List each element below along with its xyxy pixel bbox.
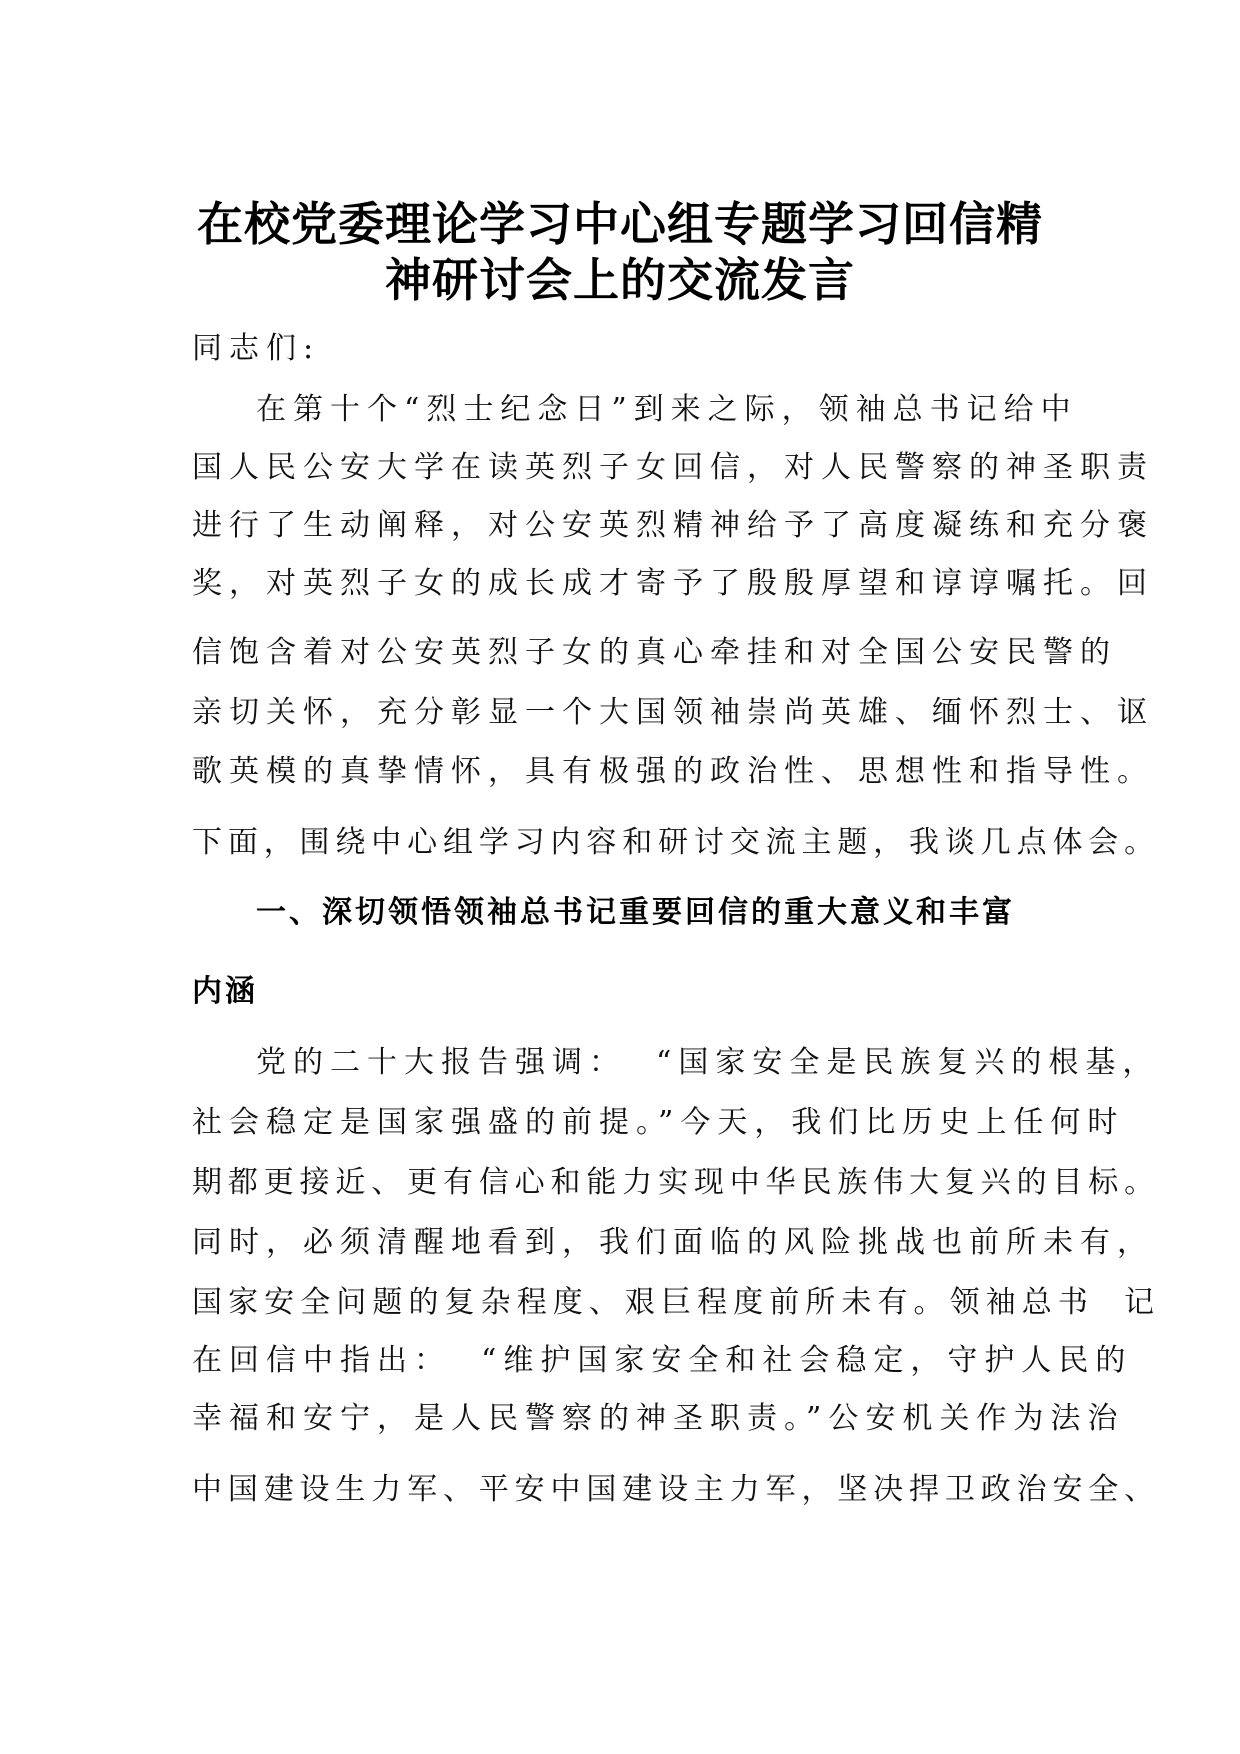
paragraph-2-line-6: 在回信中指出： “维护国家安全和社会稳定，守护人民的 bbox=[192, 1343, 1133, 1378]
paragraph-2-line-3: 期都更接近、更有信心和能力实现中华民族伟大复兴的目标。 bbox=[192, 1165, 1160, 1200]
salutation: 同志们: bbox=[192, 331, 321, 366]
paragraph-1-line-8: 下面，围绕中心组学习内容和研讨交流主题，我谈几点体会。 bbox=[192, 825, 1160, 860]
paragraph-2-line-2: 社会稳定是国家强盛的前提。”今天，我们比历史上任何时 bbox=[192, 1105, 1125, 1140]
paragraph-1-line-6: 亲切关怀，充分彰显一个大国领袖崇尚英雄、缅怀烈士、讴 bbox=[192, 695, 1154, 730]
section-1-heading: 一、深切领悟领袖总书记重要回信的重大意义和丰富 bbox=[256, 895, 1015, 930]
paragraph-1-line-1: 在第十个“烈士纪念日”到来之际，领袖总书记给中 bbox=[256, 392, 1078, 427]
paragraph-1-line-3: 进行了生动阐释，对公安英烈精神给予了高度凝练和充分褒 bbox=[192, 508, 1154, 543]
paragraph-2-line-1: 党的二十大报告强调： “国家安全是民族复兴的根基， bbox=[256, 1045, 1160, 1080]
paragraph-2-line-8: 中国建设生力军、平安中国建设主力军，坚决捍卫政治安全、 bbox=[192, 1472, 1160, 1507]
paragraph-2-line-5: 国家安全问题的复杂程度、艰巨程度前所未有。领袖总书 记 bbox=[192, 1285, 1161, 1320]
paragraph-1-line-2: 国人民公安大学在读英烈子女回信，对人民警察的神圣职责 bbox=[192, 450, 1154, 485]
paragraph-1-line-4: 奖，对英烈子女的成长成才寄予了殷殷厚望和谆谆嘱托。回 bbox=[192, 566, 1154, 601]
paragraph-1-line-7: 歌英模的真挚情怀，具有极强的政治性、思想性和指导性。 bbox=[192, 754, 1154, 789]
paragraph-2-line-7: 幸福和安宁，是人民警察的神圣职责。”公安机关作为法治 bbox=[192, 1401, 1125, 1436]
document-title-line-2: 神研讨会上的交流发言 bbox=[385, 253, 855, 307]
paragraph-1-line-5: 信饱含着对公安英烈子女的真心牵挂和对全国公安民警的 bbox=[192, 635, 1117, 670]
section-1-heading-continued: 内涵 bbox=[192, 974, 258, 1009]
document-title-line-1: 在校党委理论学习中心组专题学习回信精 bbox=[197, 197, 1043, 251]
paragraph-2-line-4: 同时，必须清醒地看到，我们面临的风险挑战也前所未有， bbox=[192, 1225, 1154, 1260]
